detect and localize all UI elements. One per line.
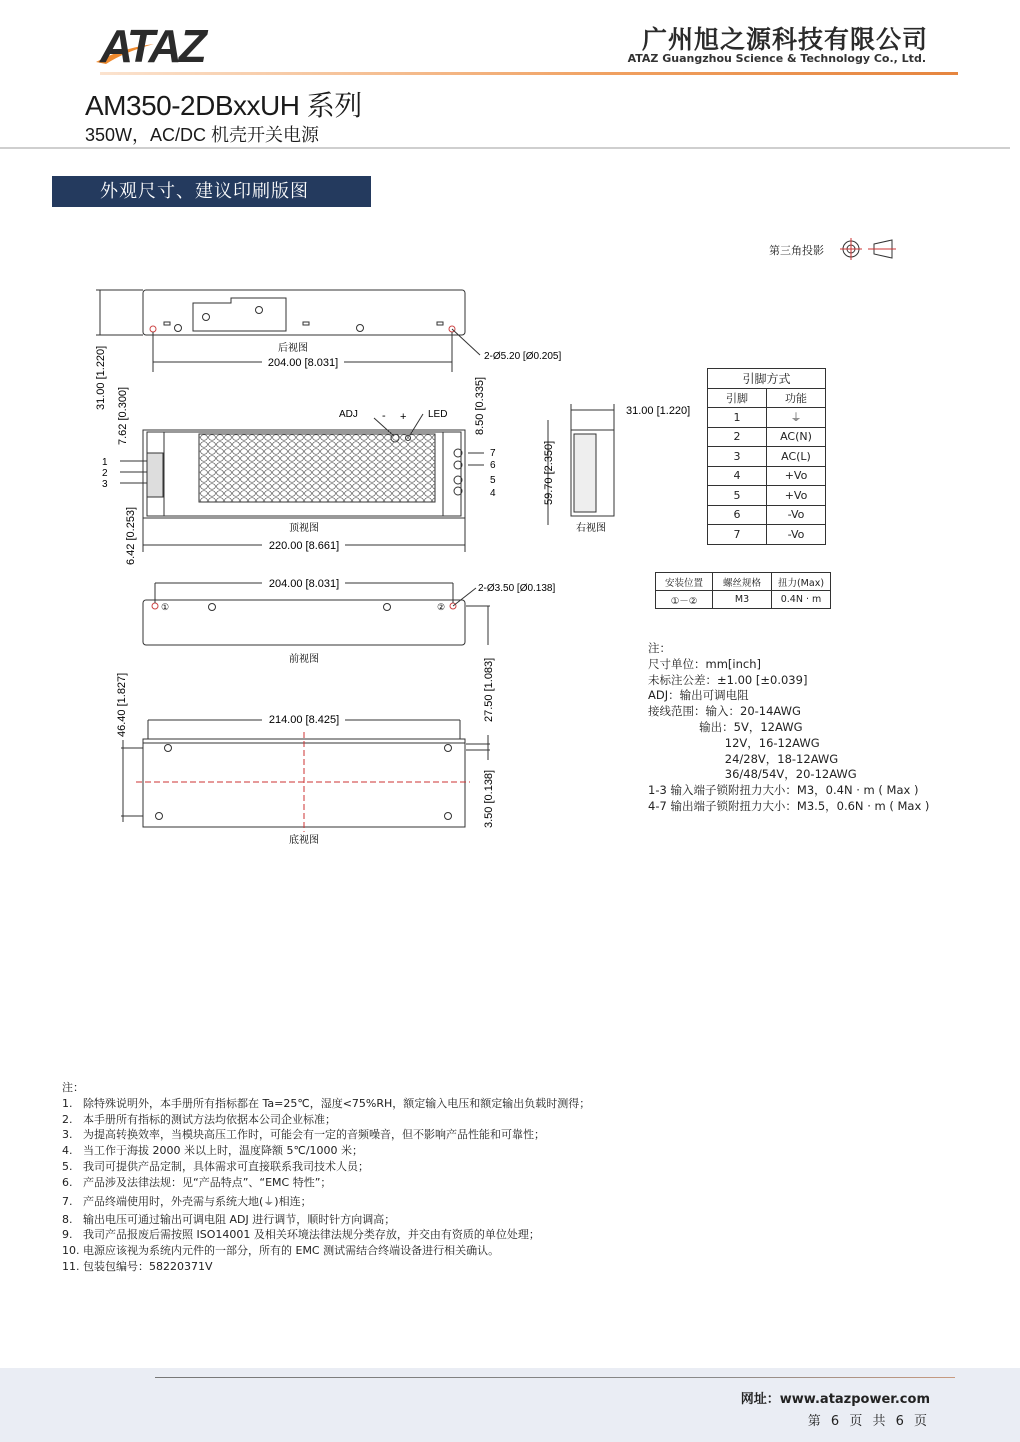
table-row	[708, 427, 826, 447]
front-view-label: 前视图	[289, 654, 319, 665]
pin-number: 5	[708, 486, 767, 506]
mount-screw: M3	[713, 591, 772, 609]
drawing-note: 未标注公差：±1.00 [±0.039]	[648, 672, 808, 687]
mount-table	[655, 572, 831, 609]
mount-header-screw: 螺丝规格	[713, 573, 772, 591]
drawing-note: 12V，16-12AWG	[648, 735, 820, 750]
mount-torque: 0.4N · m	[772, 591, 831, 609]
adj-minus: -	[382, 410, 386, 422]
pin-number: 2	[708, 427, 767, 447]
note-text: 除特殊说明外，本手册所有指标都在 Ta=25℃，湿度<75%RH，额定输入电压和额定输出负载时测得；	[83, 1096, 591, 1110]
pin-table-header-pin: 引脚	[708, 388, 767, 408]
drawing-notes	[648, 641, 929, 815]
header-divider	[100, 72, 958, 75]
note-number: 9.	[62, 1228, 73, 1242]
pin-function: AC(N)	[767, 427, 826, 447]
ground-icon: ⏚	[767, 408, 826, 428]
pin-number: 1	[708, 408, 767, 428]
projection-label: 第三角投影	[769, 244, 824, 257]
company-logo	[92, 22, 222, 66]
right-pin-5: 5	[490, 475, 496, 486]
right-pin-4: 4	[490, 488, 496, 499]
note-number: 2.	[62, 1112, 73, 1126]
bottom-view	[121, 720, 490, 827]
pin-number: 7	[708, 525, 767, 545]
right-view-label: 右视图	[576, 523, 606, 534]
front-view-hole-dim: 2-Ø3.50 [Ø0.138]	[478, 583, 556, 594]
pin-table-header-func: 功能	[767, 388, 826, 408]
note-number: 5.	[62, 1159, 73, 1173]
table-row	[708, 466, 826, 486]
drawing-note: 24/28V，18-12AWG	[648, 751, 839, 766]
top-view-dim-right-top: 8.50 [0.335]	[474, 376, 486, 435]
drawing-note: 36/48/54V，20-12AWG	[648, 767, 857, 782]
note-text: 产品终端使用时，外壳需与系统大地(⏚)相连；	[83, 1194, 312, 1208]
note-item	[62, 1212, 590, 1228]
note-text: 包装包编号：58220371V	[83, 1259, 213, 1273]
mount-header-torque: 扭力(Max)	[772, 573, 831, 591]
table-row	[656, 591, 831, 609]
note-text: 本手册所有指标的测试方法均依据本公司企业标准；	[83, 1112, 336, 1126]
note-text: 当工作于海拔 2000 米以上时，温度降额 5℃/1000 米；	[83, 1144, 364, 1158]
note-item	[62, 1227, 590, 1243]
note-item	[62, 1175, 590, 1191]
note-number: 8.	[62, 1212, 73, 1226]
bottom-view-height-dim: 46.40 [1.827]	[116, 672, 128, 737]
note-number: 4.	[62, 1144, 73, 1158]
pin-number: 6	[708, 505, 767, 525]
pin-function: AC(L)	[767, 447, 826, 467]
drawing-note: 尺寸单位：mm[inch]	[648, 656, 761, 671]
pin-function: +Vo	[767, 466, 826, 486]
note-text: 电源应该视为系统内元件的一部分，所有的 EMC 测试需结合终端设备进行相关确认。	[83, 1244, 500, 1258]
drawing-note: 注：	[648, 641, 671, 655]
pin-number: 3	[708, 447, 767, 467]
note-text: 为提高转换效率，当模块高压工作时，可能会有一定的音频噪音，但不影响产品性能和可靠性；	[83, 1128, 545, 1142]
top-view-dim-left-top: 7.62 [0.300]	[117, 386, 129, 445]
product-title: AM350-2DBxxUH 系列	[85, 90, 362, 121]
logo-text: ATAZ	[100, 22, 204, 66]
front-hole-mark-1: ①	[161, 602, 170, 612]
general-notes	[62, 1080, 590, 1275]
product-subtitle: 350W，AC/DC 机壳开关电源	[85, 125, 320, 145]
table-row	[708, 408, 826, 428]
note-number: 7.	[62, 1194, 73, 1208]
note-item	[62, 1127, 590, 1143]
adj-plus: +	[400, 411, 407, 423]
third-angle-projection-icon	[840, 238, 896, 260]
table-row	[708, 447, 826, 467]
note-number: 10.	[62, 1244, 80, 1258]
rear-view-height-dim: 31.00 [1.220]	[95, 345, 107, 410]
pin-table-title: 引脚方式	[708, 369, 826, 389]
company-name-en: ATAZ Guangzhou Science & Technology Co., Ltd.	[627, 52, 926, 65]
drawing-note: 4-7 输出端子锁附扭力大小：M3.5，0.6N · m ( Max )	[648, 798, 930, 813]
rear-view-width-dim: 204.00 [8.031]	[267, 357, 339, 369]
note-number: 11.	[62, 1259, 80, 1273]
pin-function: -Vo	[767, 505, 826, 525]
drawing-note: 输出：5V，12AWG	[648, 719, 803, 734]
front-view-width-dim: 204.00 [8.031]	[268, 578, 340, 590]
title-divider	[0, 147, 1010, 149]
note-item	[62, 1096, 590, 1112]
note-number: 6.	[62, 1175, 73, 1189]
led-label: LED	[428, 409, 448, 420]
front-view	[143, 583, 490, 645]
notes-title: 注：	[62, 1081, 84, 1094]
note-item	[62, 1159, 590, 1175]
drawing-note: 接线范围：输入：20-14AWG	[648, 704, 801, 719]
bottom-view-edge-dim: 3.50 [0.138]	[483, 769, 495, 828]
note-text: 我司产品报废后需按照 ISO14001 及相关环境法律法规分类存放，并交由有资质的单位处理；	[83, 1228, 540, 1242]
mount-header-position: 安装位置	[656, 573, 713, 591]
note-text: 我司可提供产品定制，具体需求可直接联系我司技术人员；	[83, 1159, 369, 1173]
note-item	[62, 1259, 590, 1275]
bottom-view-label: 底视图	[289, 835, 319, 846]
front-view-height-dim: 27.50 [1.083]	[483, 657, 495, 722]
table-row	[708, 505, 826, 525]
mount-position: ①－②	[656, 591, 713, 609]
pin-number: 4	[708, 466, 767, 486]
right-view-width-dim: 31.00 [1.220]	[626, 405, 691, 417]
note-item	[62, 1112, 590, 1128]
top-view-width-dim: 220.00 [8.661]	[268, 540, 340, 552]
left-pin-3: 3	[102, 479, 108, 490]
page-number: 第 6 页 共 6 页	[807, 1414, 930, 1429]
right-view	[548, 404, 614, 525]
rear-view-hole-dim: 2-Ø5.20 [Ø0.205]	[484, 351, 562, 362]
left-pin-2: 2	[102, 468, 108, 479]
note-number: 1.	[62, 1096, 73, 1110]
note-number: 3.	[62, 1128, 73, 1142]
right-pin-6: 6	[490, 460, 496, 471]
right-pin-7: 7	[490, 448, 496, 459]
bottom-view-width-dim: 214.00 [8.425]	[268, 714, 340, 726]
pin-table	[707, 368, 826, 545]
table-row	[708, 525, 826, 545]
left-pin-1: 1	[102, 457, 108, 468]
note-text: 输出电压可通过输出可调电阻 ADJ 进行调节，顺时针方向调高；	[83, 1212, 396, 1226]
company-name-cn: 广州旭之源科技有限公司	[641, 25, 928, 54]
note-item	[62, 1243, 590, 1259]
table-row	[708, 486, 826, 506]
front-hole-mark-2: ②	[437, 602, 446, 612]
pin-function: -Vo	[767, 525, 826, 545]
note-item	[62, 1191, 590, 1212]
website-link[interactable]: 网址：www.atazpower.com	[740, 1392, 930, 1407]
top-view-dim-left-bottom: 6.42 [0.253]	[125, 506, 137, 565]
note-item	[62, 1143, 590, 1159]
drawing-note: ADJ：输出可调电阻	[648, 688, 749, 703]
note-text: 产品涉及法律法规：见“产品特点”、“EMC 特性”；	[83, 1175, 332, 1189]
adj-label: ADJ	[339, 409, 358, 420]
right-view-height-dim: 59.70 [2.350]	[543, 440, 555, 505]
top-view-label: 顶视图	[289, 523, 319, 534]
drawing-note: 1-3 输入端子锁附扭力大小：M3，0.4N · m ( Max )	[648, 783, 919, 798]
pin-function: +Vo	[767, 486, 826, 506]
section-title: 外观尺寸、建议印刷版图	[52, 176, 371, 207]
rear-view-label: 后视图	[278, 343, 308, 354]
footer-divider	[155, 1377, 955, 1378]
